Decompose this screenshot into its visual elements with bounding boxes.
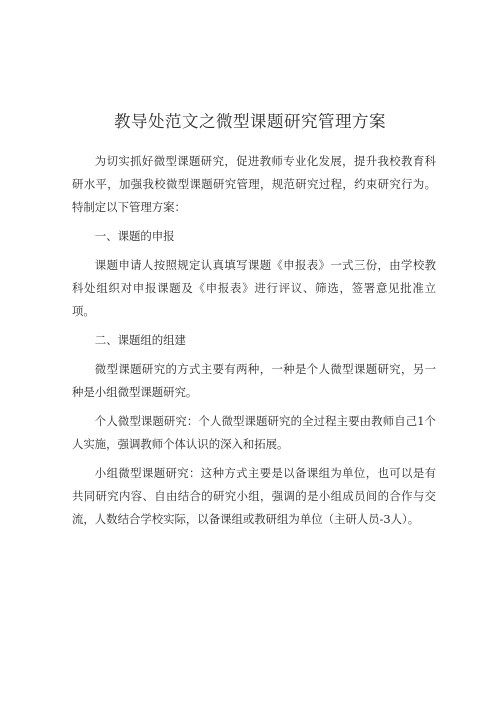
document-title: 教导处范文之微型课题研究管理方案 [114,112,386,131]
paragraph-research-modes: 微型课题研究的方式主要有两种，一种是个人微型课题研究，另一种是小组微型课题研究。 [72,362,436,399]
paragraph-application: 课题申请人按照规定认真填写课题《申报表》一式三份，由学校教科处组织对申报课题及《申报表》进行评议、筛选，签署意见批准立项。 [72,258,436,318]
document-body [72,150,436,537]
section-heading-application: 一、课题的申报 [94,229,175,243]
paragraph-group-research: 小组微型课题研究：这种方式主要是以备课组为单位，也可以是有共同研究内容、自由结合的研究小组，强调的是小组成员间的合作与交流，人数结合学校实际，以备课组或教研组为单位（主研人员-3人）。 [72,466,436,526]
section-heading-team: 二、课题组的组建 [94,333,186,347]
paragraph-intro: 为切实抓好微型课题研究，促进教师专业化发展，提升我校教育科研水平，加强我校微型课题研究管理，规范研究过程，约束研究行为。特制定以下管理方案： [72,154,436,214]
paragraph-individual-research: 个人微型课题研究：个人微型课题研究的全过程主要由教师自己1个人实施，强调教师个体认识的深入和拓展。 [72,414,436,451]
